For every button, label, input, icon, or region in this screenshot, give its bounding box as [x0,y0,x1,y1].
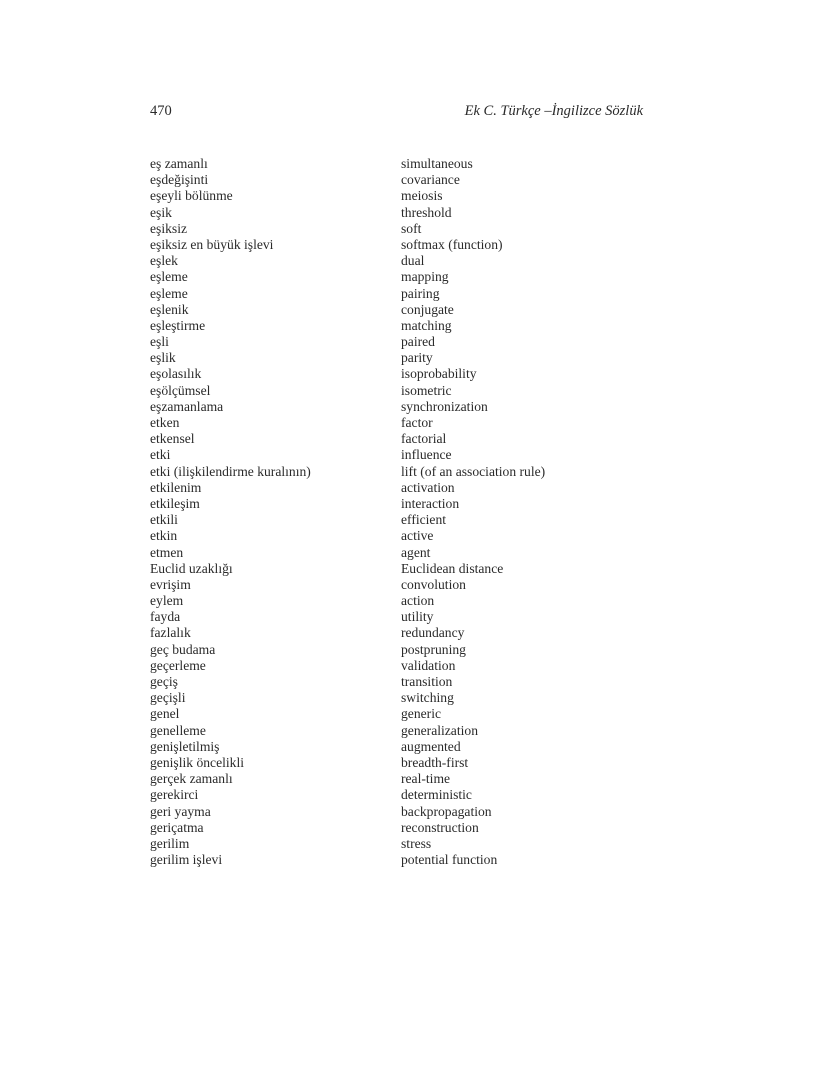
english-term: dual [401,253,425,269]
glossary-entry [150,545,643,561]
english-term: parity [401,350,433,366]
english-term: validation [401,657,456,673]
english-term: active [401,528,434,544]
glossary-entry [150,690,643,706]
glossary-entry [150,625,643,641]
english-term: redundancy [401,625,465,641]
english-term: agent [401,544,431,560]
english-term: meiosis [401,188,443,204]
page-number: 470 [150,103,172,119]
turkish-term: genel [150,706,180,722]
turkish-term: geçişli [150,690,186,706]
english-term: deterministic [401,787,472,803]
english-term: isometric [401,382,452,398]
turkish-term: geriçatma [150,819,204,835]
glossary-entry [150,286,643,302]
turkish-term: etkili [150,512,178,528]
glossary-entry [150,755,643,771]
glossary-entry [150,431,643,447]
glossary-entry [150,771,643,787]
turkish-term: fazlalık [150,625,191,641]
english-term: isoprobability [401,366,477,382]
english-term: breadth-first [401,754,469,770]
turkish-term: eşleştirme [150,317,206,333]
turkish-term: genelleme [150,722,206,738]
glossary-entry [150,836,643,852]
turkish-term: eşlik [150,350,176,366]
english-term: mapping [401,269,449,285]
glossary-entry [150,221,643,237]
turkish-term: eşlek [150,253,178,269]
english-term: backpropagation [401,803,492,819]
english-term: transition [401,674,453,689]
glossary-entry [150,302,643,318]
glossary-entry [150,415,643,431]
turkish-term: eşiksiz [150,220,187,236]
turkish-term: geç budama [150,641,216,657]
turkish-term: etkin [150,528,178,544]
english-term: matching [401,317,452,333]
english-term: soft [401,220,422,236]
turkish-term: genişlik öncelikli [150,754,245,770]
glossary-entry [150,253,643,269]
turkish-term: etkileşim [150,495,200,511]
turkish-term: gerekirci [150,787,199,803]
turkish-term: eşik [150,204,172,220]
turkish-term: genişletilmiş [150,738,220,754]
turkish-term: geri yayma [150,803,211,819]
glossary-entry [150,706,643,722]
turkish-term: eşli [150,334,169,350]
turkish-term: eşzamanlama [150,398,224,414]
glossary-entry [150,399,643,415]
glossary-entry [150,350,643,366]
glossary-entry [150,318,643,334]
turkish-term: geçerleme [150,657,206,673]
english-term: action [401,593,435,609]
turkish-term: eşölçümsel [150,382,211,398]
glossary-entry [150,820,643,836]
glossary-entry [150,447,643,463]
english-term: threshold [401,204,452,220]
english-term: pairing [401,285,440,301]
glossary-entry [150,237,643,253]
turkish-term: etki (ilişkilendirme kuralının) [150,463,311,479]
english-term: influence [401,447,452,463]
glossary-entry [150,852,643,868]
turkish-term: etkensel [150,431,195,447]
english-term: factorial [401,431,447,447]
english-term: paired [401,334,435,350]
turkish-term: eşleme [150,269,188,285]
glossary-entry [150,593,643,609]
english-term: Euclidean distance [401,560,504,576]
english-term: generic [401,706,441,722]
turkish-term: eşlenik [150,301,189,317]
glossary-entry [150,804,643,820]
turkish-term: gerilim [150,835,190,851]
glossary-entry [150,480,643,496]
glossary-entry [150,674,643,690]
glossary-entry [150,642,643,658]
turkish-term: eş zamanlı [150,156,208,171]
glossary-entry [150,723,643,739]
turkish-term: gerilim işlevi [150,852,223,868]
english-term: reconstruction [401,819,479,835]
turkish-term: eşeyli bölünme [150,188,233,204]
turkish-term: Euclid uzaklığı [150,560,233,576]
glossary-entry [150,739,643,755]
glossary-entry [150,496,643,512]
english-term: interaction [401,495,460,511]
english-term: potential function [401,852,498,868]
turkish-term: eylem [150,593,184,609]
glossary-entry [150,512,643,528]
english-term: augmented [401,738,461,754]
turkish-term: geçiş [150,674,178,689]
glossary-entry [150,464,643,480]
turkish-term: eşolasılık [150,366,202,382]
turkish-term: fayda [150,609,181,625]
english-term: conjugate [401,301,454,317]
english-term: stress [401,835,432,851]
glossary-entry [150,561,643,577]
turkish-term: evrişim [150,576,191,592]
glossary-entry [150,787,643,803]
glossary-entry [150,188,643,204]
turkish-term: etmen [150,544,184,560]
english-term: simultaneous [401,156,473,171]
turkish-term: eşiksiz en büyük işlevi [150,236,274,252]
english-term: softmax (function) [401,236,503,252]
running-title: Ek C. Türkçe –İngilizce Sözlük [464,103,643,119]
glossary-entry [150,334,643,350]
turkish-term: etkilenim [150,479,202,495]
english-term: convolution [401,576,466,592]
english-term: utility [401,609,434,625]
english-term: efficient [401,512,447,528]
glossary-entry [150,383,643,399]
glossary-entry [150,205,643,221]
glossary-list [150,156,643,868]
glossary-entry [150,577,643,593]
english-term: generalization [401,722,478,738]
turkish-term: eşleme [150,285,188,301]
english-term: covariance [401,172,460,188]
glossary-entry [150,609,643,625]
glossary-entry [150,156,643,172]
english-term: factor [401,415,433,430]
turkish-term: etki [150,447,171,463]
page-header [150,103,643,123]
english-term: activation [401,479,455,495]
english-term: switching [401,690,454,706]
turkish-term: eşdeğişinti [150,172,209,188]
glossary-entry [150,366,643,382]
glossary-entry [150,269,643,285]
glossary-entry [150,172,643,188]
glossary-entry [150,658,643,674]
turkish-term: etken [150,415,180,430]
english-term: synchronization [401,398,488,414]
english-term: real-time [401,771,451,787]
english-term: lift (of an association rule) [401,463,546,479]
glossary-entry [150,528,643,544]
turkish-term: gerçek zamanlı [150,771,233,787]
english-term: postpruning [401,641,466,657]
